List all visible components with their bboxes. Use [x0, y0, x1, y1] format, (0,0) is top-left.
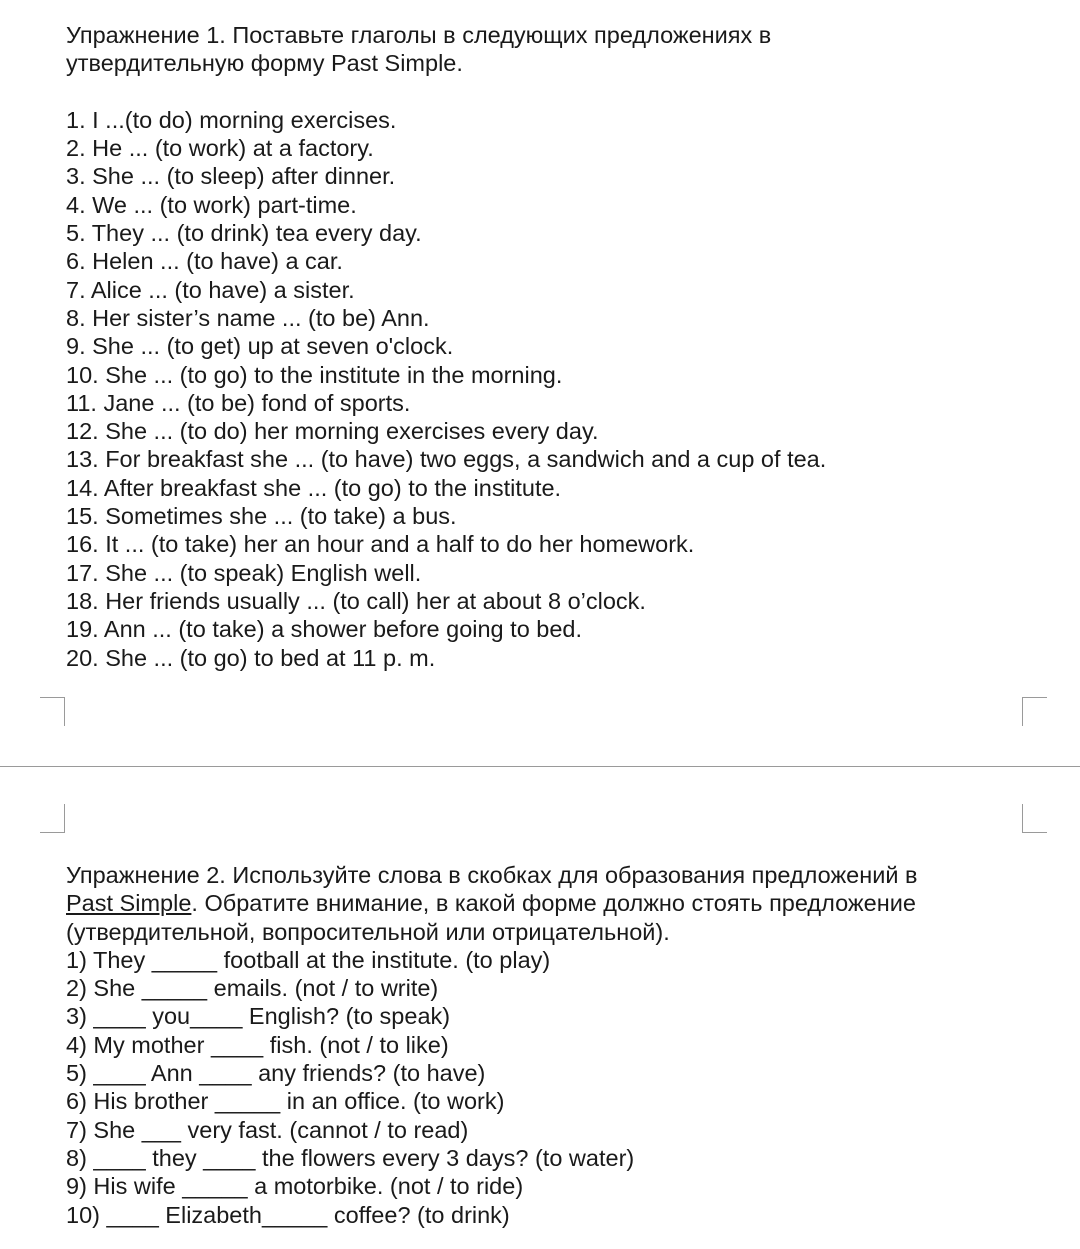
exercise-1-item-13: 13. For breakfast she ... (to have) two eggs, a sandwich and a cup of tea. — [66, 446, 827, 473]
margin-corner-mark-bottom-left — [40, 804, 65, 833]
exercise-1 — [66, 21, 1056, 672]
exercise-1-item-17: 17. She ... (to speak) English well. — [66, 559, 422, 586]
exercise-2-item-4: 4) My mother ____ fish. (not / to like) — [66, 1031, 449, 1058]
exercise-2-item-2: 2) She _____ emails. (not / to write) — [66, 975, 439, 1002]
exercise-1-item-1: 1. I ...(to do) morning exercises. — [66, 106, 397, 133]
exercise-1-item-9: 9. She ... (to get) up at seven o'clock. — [66, 333, 454, 360]
exercise-1-item-11: 11. Jane ... (to be) fond of sports. — [66, 389, 411, 416]
exercise-2-item-7: 7) She ___ very fast. (cannot / to read) — [66, 1116, 469, 1143]
exercise-2-title-line-3: (утвердительной, вопросительной или отрицательной). — [66, 918, 670, 945]
exercise-1-item-3: 3. She ... (to sleep) after dinner. — [66, 163, 396, 190]
exercise-1-item-7: 7. Alice ... (to have) a sister. — [66, 276, 355, 303]
past-simple-link[interactable]: Past Simple — [66, 890, 192, 917]
exercise-1-list — [66, 106, 1056, 672]
margin-corner-mark-bottom-right — [1022, 804, 1047, 833]
exercise-2-title-line-2-rest: . Обратите внимание, в какой форме должно стоять предложение — [191, 890, 916, 917]
exercise-1-item-8: 8. Her sister’s name ... (to be) Ann. — [66, 304, 430, 331]
margin-corner-mark-top-right — [1022, 697, 1047, 726]
exercise-1-item-2: 2. He ... (to work) at a factory. — [66, 135, 374, 162]
exercise-1-item-4: 4. We ... (to work) part-time. — [66, 191, 357, 218]
exercise-2-title-line-2 — [66, 889, 1056, 917]
exercise-2-item-9: 9) His wife _____ a motorbike. (not / to ride) — [66, 1173, 524, 1200]
exercise-2-item-10: 10) ____ Elizabeth_____ coffee? (to drink) — [66, 1201, 510, 1228]
exercise-1-item-6: 6. Helen ... (to have) a car. — [66, 248, 343, 275]
exercise-1-item-15: 15. Sometimes she ... (to take) a bus. — [66, 503, 457, 530]
exercise-2-item-6: 6) His brother _____ in an office. (to work) — [66, 1088, 505, 1115]
exercise-2-item-1: 1) They _____ football at the institute. (to play) — [66, 946, 551, 973]
exercise-1-title-line-2: утвердительную форму Past Simple. — [66, 50, 463, 77]
margin-corner-mark-top-left — [40, 697, 65, 726]
exercise-2-item-3: 3) ____ you____ English? (to speak) — [66, 1003, 451, 1030]
exercise-2-title-line-1: Упражнение 2. Используйте слова в скобках для образования предложений в — [66, 862, 918, 888]
exercise-1-item-14: 14. After breakfast she ... (to go) to the institute. — [66, 474, 562, 501]
exercise-1-item-19: 19. Ann ... (to take) a shower before going to bed. — [66, 616, 583, 643]
exercise-1-item-5: 5. They ... (to drink) tea every day. — [66, 220, 422, 247]
exercise-1-item-18: 18. Her friends usually ... (to call) her at about 8 o’clock. — [66, 587, 646, 614]
exercise-2-item-8: 8) ____ they ____ the flowers every 3 days? (to water) — [66, 1144, 635, 1171]
exercise-1-title-line-1: Упражнение 1. Поставьте глаголы в следующих предложениях в — [66, 22, 772, 48]
exercise-1-item-20: 20. She ... (to go) to bed at 11 p. m. — [66, 644, 436, 671]
exercise-2-list — [66, 946, 1056, 1229]
exercise-1-item-10: 10. She ... (to go) to the institute in the morning. — [66, 361, 563, 388]
exercise-1-item-16: 16. It ... (to take) her an hour and a half to do her homework. — [66, 531, 695, 558]
exercise-1-item-12: 12. She ... (to do) her morning exercises every day. — [66, 418, 599, 445]
page-break-line — [0, 766, 1080, 767]
blank-line — [66, 78, 1056, 106]
exercise-2 — [66, 861, 1056, 1229]
exercise-2-item-5: 5) ____ Ann ____ any friends? (to have) — [66, 1060, 486, 1087]
